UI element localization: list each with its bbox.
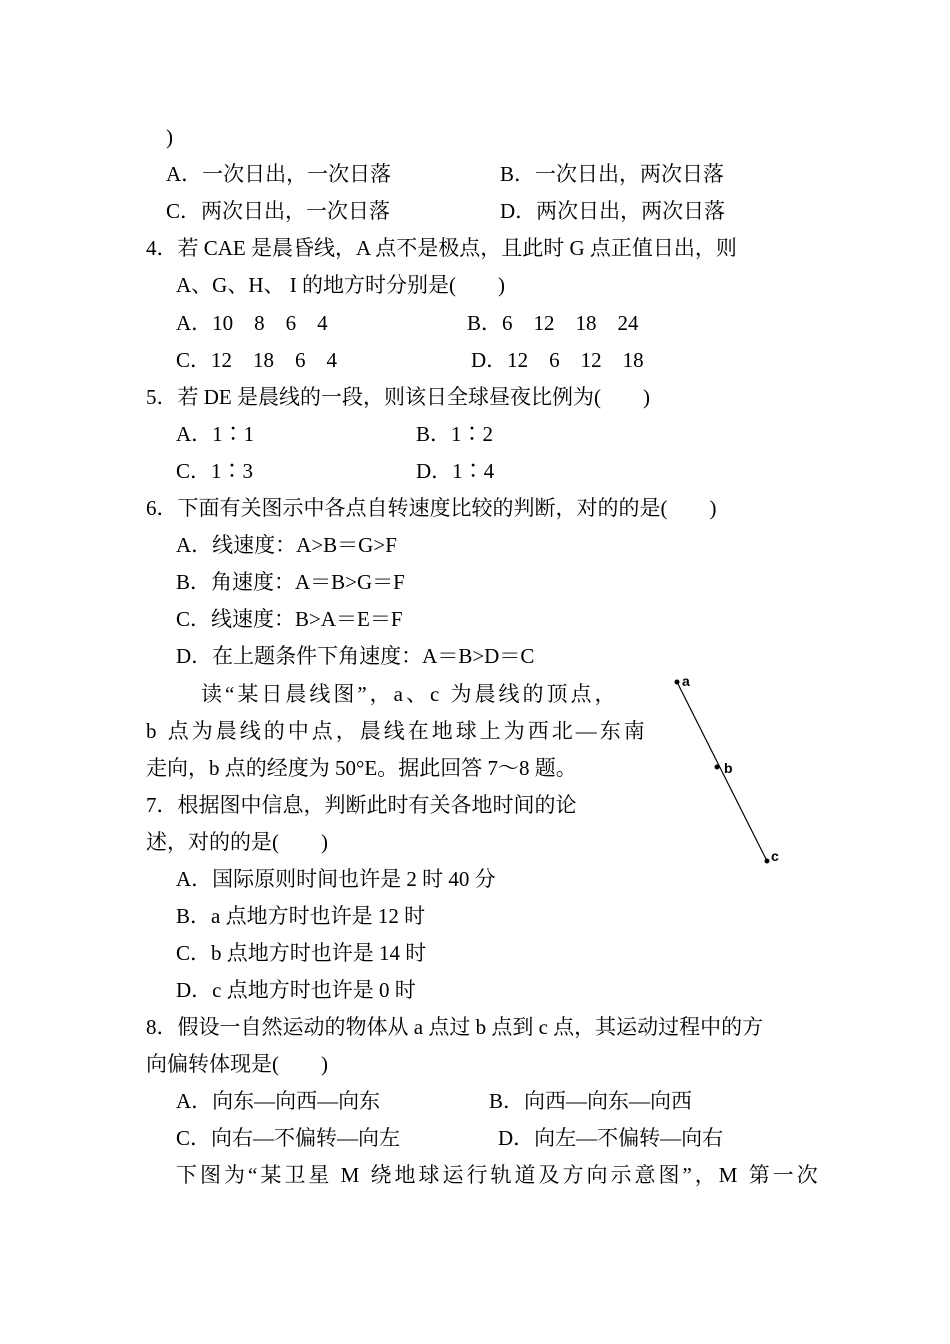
q8-option-b: B．向西—向东—向西	[489, 1089, 693, 1113]
intro-line3: 走向，b 点的经度为 50°E。据此回答 7～8 题。	[146, 756, 577, 780]
q8-option-a: A．向东—向西—向东	[176, 1089, 381, 1113]
q7-stem-line2: 述，对的的是( )	[146, 830, 328, 854]
q8-option-d: D．向左—不偏转—向右	[498, 1126, 724, 1150]
next-intro-line: 下图为“某卫星 M 绕地球运行轨道及方向示意图”，M 第一次	[176, 1163, 821, 1187]
q6-option-a: A．线速度：A>B＝G>F	[176, 533, 397, 557]
q3-option-a: A．一次日出，一次日落	[166, 162, 392, 186]
q7-option-c: C．b 点地方时也许是 14 时	[176, 941, 427, 965]
q5-option-d: D．1∶4	[416, 459, 495, 483]
q6-option-c: C．线速度：B>A＝E＝F	[176, 607, 403, 631]
q4-option-c: C．12 18 6 4	[176, 348, 338, 372]
point-a	[675, 680, 680, 685]
q5-stem: 5．若 DE 是晨线的一段，则该日全球昼夜比例为( )	[146, 385, 650, 409]
q3-option-b: B．一次日出，两次日落	[500, 162, 725, 186]
q6-option-d: D．在上题条件下角速度：A＝B>D＝C	[176, 644, 535, 668]
q8-stem-line2: 向偏转体现是( )	[146, 1052, 328, 1076]
q4-stem-line2: A、G、H、 I 的地方时分别是( )	[176, 273, 505, 297]
intro-line1: 读“某日晨线图”，a、c 为晨线的顶点，	[201, 682, 619, 706]
label-b: b	[724, 760, 733, 776]
label-a: a	[682, 673, 690, 689]
q8-option-c: C．向右—不偏转—向左	[176, 1126, 401, 1150]
q3-option-c: C．两次日出，一次日落	[166, 199, 391, 223]
morning-line-figure	[665, 670, 785, 870]
label-c: c	[771, 848, 779, 864]
point-c	[765, 859, 770, 864]
q7-option-b: B．a 点地方时也许是 12 时	[176, 904, 426, 928]
q4-option-a: A．10 8 6 4	[176, 311, 328, 335]
q4-option-b: B．6 12 18 24	[467, 311, 639, 335]
q7-option-d: D．c 点地方时也许是 0 时	[176, 978, 416, 1002]
q5-option-c: C．1∶3	[176, 459, 254, 483]
q3-option-d: D．两次日出，两次日落	[500, 199, 726, 223]
q7-stem-line1: 7．根据图中信息，判断此时有关各地时间的论	[146, 793, 577, 817]
q5-option-a: A．1∶1	[176, 422, 255, 446]
q5-option-b: B．1∶2	[416, 422, 494, 446]
q4-stem-line1: 4．若 CAE 是晨昏线，A 点不是极点，且此时 G 点正值日出，则	[146, 236, 737, 260]
intro-line2: b 点为晨线的中点，晨线在地球上为西北—东南	[146, 719, 648, 743]
q7-option-a: A．国际原则时间也许是 2 时 40 分	[176, 867, 496, 891]
morning-line	[677, 682, 767, 861]
q4-option-d: D．12 6 12 18	[471, 348, 644, 372]
q6-stem: 6．下面有关图示中各点自转速度比较的判断，对的的是( )	[146, 496, 717, 520]
q8-stem-line1: 8．假设一自然运动的物体从 a 点过 b 点到 c 点，其运动过程中的方	[146, 1015, 764, 1039]
q6-option-b: B．角速度：A＝B>G＝F	[176, 570, 405, 594]
point-b	[715, 765, 720, 770]
q3-closing-paren: )	[166, 125, 173, 149]
